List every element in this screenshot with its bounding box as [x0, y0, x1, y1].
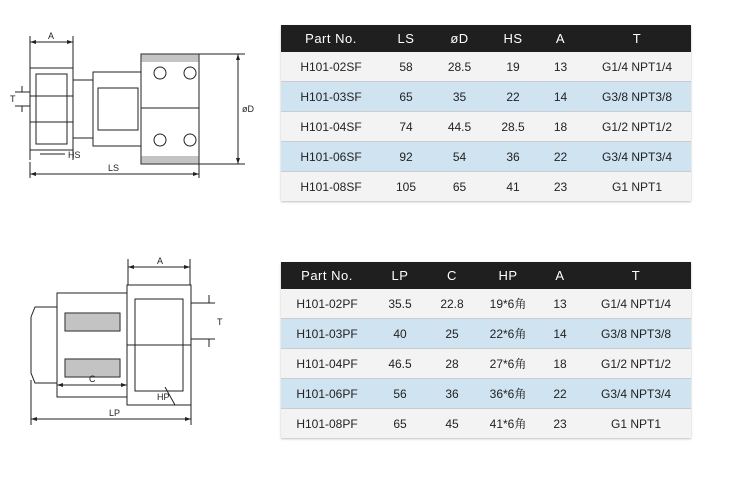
cell-lp: 46.5	[373, 349, 427, 379]
table-row	[281, 289, 691, 319]
header-c: C	[427, 262, 477, 289]
socket-label-od: øD	[242, 104, 254, 114]
cell-a: 23	[538, 172, 583, 202]
cell-t: G3/8 NPT3/8	[583, 82, 691, 112]
header-t: T	[581, 262, 691, 289]
cell-t: G1 NPT1	[583, 172, 691, 202]
cell-hs: 36	[488, 142, 538, 172]
cell-hs: 28.5	[488, 112, 538, 142]
cell-lp: 65	[373, 409, 427, 439]
plug-label-hp: HP	[157, 392, 170, 402]
cell-lp: 40	[373, 319, 427, 349]
cell-t: G1/4 NPT1/4	[581, 289, 691, 319]
plug-label-t: T	[217, 317, 223, 327]
plug-spec-table	[281, 262, 691, 438]
cell-t: G1 NPT1	[581, 409, 691, 439]
table-row	[281, 142, 691, 172]
cell-part-no: H101-04SF	[281, 112, 381, 142]
cell-part-no: H101-02SF	[281, 52, 381, 82]
socket-label-a: A	[48, 31, 55, 41]
plug-table-header	[281, 262, 691, 289]
socket-label-ls: LS	[108, 163, 120, 173]
cell-part-no: H101-06SF	[281, 142, 381, 172]
cell-a: 18	[539, 349, 581, 379]
cell-od: 28.5	[431, 52, 488, 82]
header-t: T	[583, 25, 691, 52]
cell-a: 13	[538, 52, 583, 82]
cell-hp: 36*6角	[477, 379, 539, 409]
cell-t: G3/4 NPT3/4	[583, 142, 691, 172]
table-row	[281, 112, 691, 142]
socket-table-header	[281, 25, 691, 52]
socket-drawing	[10, 28, 255, 188]
cell-t: G1/2 NPT1/2	[583, 112, 691, 142]
cell-a: 22	[538, 142, 583, 172]
cell-ls: 105	[381, 172, 431, 202]
socket-label-t: T	[10, 94, 16, 104]
cell-t: G3/8 NPT3/8	[581, 319, 691, 349]
cell-part-no: H101-06PF	[281, 379, 373, 409]
cell-hs: 19	[488, 52, 538, 82]
cell-part-no: H101-08PF	[281, 409, 373, 439]
cell-part-no: H101-04PF	[281, 349, 373, 379]
cell-a: 13	[539, 289, 581, 319]
cell-a: 14	[539, 319, 581, 349]
cell-lp: 35.5	[373, 289, 427, 319]
header-hp: HP	[477, 262, 539, 289]
cell-od: 65	[431, 172, 488, 202]
header-a: A	[539, 262, 581, 289]
cell-c: 22.8	[427, 289, 477, 319]
socket-spec-table	[281, 25, 691, 201]
cell-c: 36	[427, 379, 477, 409]
cell-hp: 41*6角	[477, 409, 539, 439]
cell-t: G3/4 NPT3/4	[581, 379, 691, 409]
cell-hp: 27*6角	[477, 349, 539, 379]
cell-hs: 22	[488, 82, 538, 112]
cell-c: 25	[427, 319, 477, 349]
cell-ls: 74	[381, 112, 431, 142]
plug-drawing	[25, 255, 245, 435]
header-hs: HS	[488, 25, 538, 52]
socket-label-hs: HS	[68, 150, 81, 160]
cell-part-no: H101-02PF	[281, 289, 373, 319]
plug-label-lp: LP	[109, 408, 121, 418]
cell-a: 14	[538, 82, 583, 112]
plug-label-a: A	[157, 256, 164, 266]
table-row	[281, 172, 691, 202]
cell-part-no: H101-08SF	[281, 172, 381, 202]
cell-c: 45	[427, 409, 477, 439]
table-row	[281, 82, 691, 112]
cell-od: 54	[431, 142, 488, 172]
plug-label-c: C	[89, 374, 96, 384]
cell-part-no: H101-03PF	[281, 319, 373, 349]
cell-ls: 92	[381, 142, 431, 172]
table-row	[281, 409, 691, 439]
table-row	[281, 319, 691, 349]
cell-part-no: H101-03SF	[281, 82, 381, 112]
cell-hs: 41	[488, 172, 538, 202]
table-row	[281, 52, 691, 82]
cell-c: 28	[427, 349, 477, 379]
header-od: øD	[431, 25, 488, 52]
cell-ls: 58	[381, 52, 431, 82]
header-ls: LS	[381, 25, 431, 52]
cell-t: G1/2 NPT1/2	[581, 349, 691, 379]
header-a: A	[538, 25, 583, 52]
table-row	[281, 379, 691, 409]
cell-hp: 19*6角	[477, 289, 539, 319]
cell-ls: 65	[381, 82, 431, 112]
header-part-no: Part No.	[281, 262, 373, 289]
cell-t: G1/4 NPT1/4	[583, 52, 691, 82]
cell-a: 23	[539, 409, 581, 439]
cell-a: 22	[539, 379, 581, 409]
table-row	[281, 349, 691, 379]
cell-a: 18	[538, 112, 583, 142]
cell-od: 44.5	[431, 112, 488, 142]
cell-lp: 56	[373, 379, 427, 409]
cell-od: 35	[431, 82, 488, 112]
header-part-no: Part No.	[281, 25, 381, 52]
header-lp: LP	[373, 262, 427, 289]
cell-hp: 22*6角	[477, 319, 539, 349]
